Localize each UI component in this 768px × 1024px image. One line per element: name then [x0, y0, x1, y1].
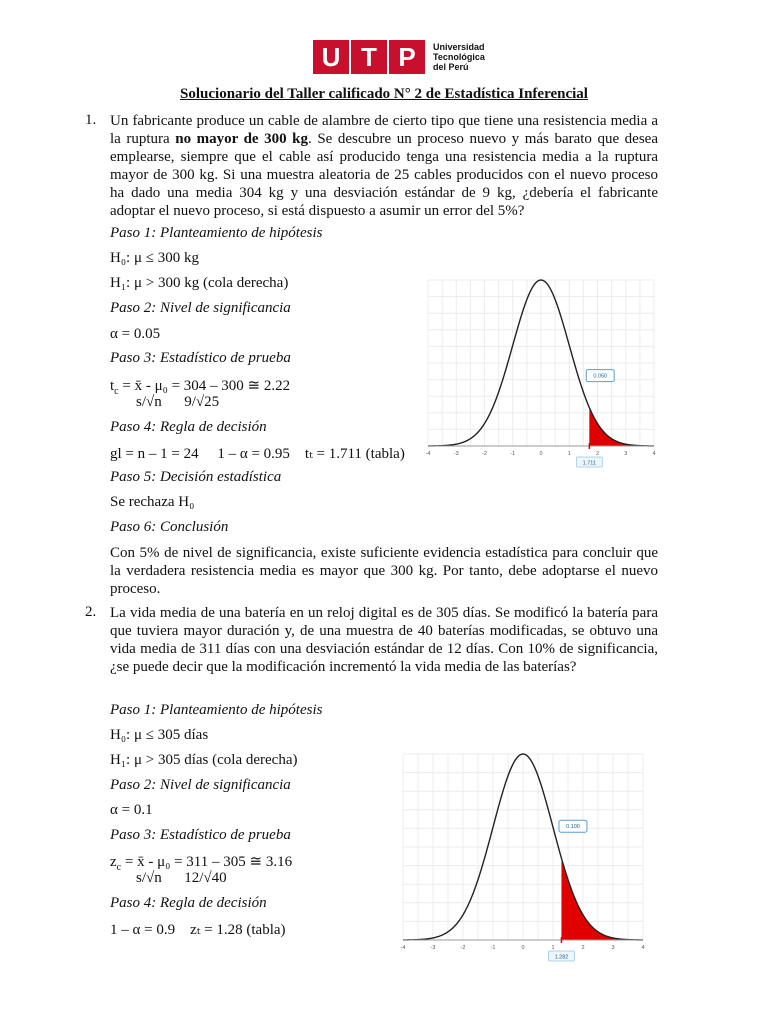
critical-value-label: 1.282 [554, 954, 569, 961]
document-title: Solucionario del Taller calificado N° 2 de Estadística Inferencial [180, 86, 588, 102]
chart-grid [403, 754, 643, 940]
critical-value-label: 1.711 [582, 460, 597, 467]
tick-label: 1 [567, 451, 571, 457]
p2-alpha: α = 0.1 [110, 802, 153, 818]
p2-step3: Paso 3: Estadístico de prueba [110, 827, 291, 843]
tick-label: 2 [595, 451, 600, 457]
tick-label: 0 [539, 451, 543, 457]
p1-alpha: α = 0.05 [110, 326, 161, 342]
problem-1-text-b: . Se descubre un proceso nuevo y más barato que desea emplearse, siempre que el cable así producido tenga una resistencia media a la ruptura mayor de 300 kg. Si una muestra aleatoria de 25 cables producidos con el nuevo proceso ha dado una media 304 kg y una desviación estándar de 9 kg, ¿debería el fabricante adoptar el nuevo proceso, si está dispuesto a asumir un error del 5%? [110, 131, 658, 219]
tick-label: 2 [581, 945, 585, 951]
problem-1-number: 1. [85, 112, 97, 128]
p1-step6: Paso 6: Conclusión [110, 519, 229, 535]
problem-1-text-bold: no mayor de 300 kg [175, 131, 309, 147]
tick-label: 4 [652, 451, 656, 457]
logo-letter-u: U [313, 40, 349, 74]
tick-label: -2 [460, 945, 466, 951]
p2-h1: H₁: μ > 305 días (cola derecha) [110, 752, 298, 768]
normal-distribution-chart-2 [397, 750, 649, 964]
tick-label: -4 [425, 451, 431, 457]
p1-step4: Paso 4: Regla de decisión [110, 419, 267, 435]
tick-label: -1 [510, 451, 516, 457]
tick-label: 3 [611, 945, 615, 951]
p1-step5: Paso 5: Decisión estadística [110, 469, 282, 485]
p1-h0: H₀: μ ≤ 300 kg [110, 250, 200, 266]
p1-step1: Paso 1: Planteamiento de hipótesis [110, 225, 323, 241]
tick-label: -4 [400, 945, 406, 951]
logo-line-1: Universidad [433, 42, 485, 52]
tick-label: -1 [490, 945, 496, 951]
logo-text [433, 42, 485, 72]
problem-1-text-a: Un fabricante produce un cable de alambre de cierto tipo que tiene una resistencia media a la ruptura [110, 113, 658, 147]
p2-stat-formula: = x̄ - μ₀ = 311 – 305 ≅ 3.16 [121, 854, 293, 870]
logo-letter-t: T [351, 40, 387, 74]
p1-step2: Paso 2: Nivel de significancia [110, 300, 291, 316]
tick-label: -3 [453, 451, 459, 457]
tick-label: -2 [482, 451, 487, 457]
p2-h0: H₀: μ ≤ 305 días [110, 727, 209, 743]
tick-label: -3 [430, 945, 436, 951]
tick-label: 3 [624, 451, 628, 457]
tail-area-label: 0.050 [593, 373, 608, 380]
utp-logo [313, 40, 485, 74]
logo-line-3: del Perú [433, 62, 469, 72]
p2-stat-sub: c [116, 862, 122, 873]
rejection-region [561, 858, 643, 940]
tick-label: 1 [551, 945, 555, 951]
tick-label: 0 [521, 945, 525, 951]
p1-denominator: s/√n 9/√25 [136, 394, 220, 410]
p1-conclusion: Con 5% de nivel de significancia, existe suficiente evidencia estadística para concluir que la verdadera resistencia media es mayor que 300 kg. Por tanto, debe adoptarse el nuevo proceso. [110, 545, 658, 597]
p2-step1: Paso 1: Planteamiento de hipótesis [110, 702, 323, 718]
p2-rule: 1 – α = 0.9 zₜ = 1.28 (tabla) [110, 922, 286, 938]
p1-step3: Paso 3: Estadístico de prueba [110, 350, 291, 366]
p2-step2: Paso 2: Nivel de significancia [110, 777, 291, 793]
chart-grid [428, 280, 654, 446]
p1-decision: Se rechaza H₀ [110, 494, 195, 510]
tick-label: 4 [641, 945, 645, 951]
problem-2-statement: La vida media de una batería en un reloj digital es de 305 días. Se modificó la batería para que tuviera mayor duración y, de una muestra de 40 baterías modificadas, se obtuvo una vida media de 311 días con una desviación estándar de 12 días. Con 10% de significancia, ¿se puede decir que la modificación incrementó la vida media de las baterías? [110, 605, 658, 675]
p1-rule: gl = n – 1 = 24 1 – α = 0.95 tₜ = 1.711 (tabla) [110, 446, 405, 462]
normal-distribution-chart-1 [422, 276, 660, 470]
p2-step4: Paso 4: Regla de decisión [110, 895, 267, 911]
problem-1-statement [110, 112, 658, 220]
tail-area-label: 0.100 [566, 824, 580, 831]
p1-h1: H₁: μ > 300 kg (cola derecha) [110, 275, 289, 291]
p1-stat-symbol: t [110, 378, 115, 394]
logo-line-2: Tecnológica [433, 52, 485, 62]
logo-letter-p: P [389, 40, 425, 74]
p2-denominator: s/√n 12/√40 [136, 870, 227, 886]
p1-stat-sub: c [114, 386, 119, 397]
problem-2-number: 2. [85, 604, 97, 620]
p2-stat-symbol: z [110, 854, 117, 870]
p1-stat-formula: = x̄ - μ₀ = 304 – 300 ≅ 2.22 [118, 378, 291, 394]
